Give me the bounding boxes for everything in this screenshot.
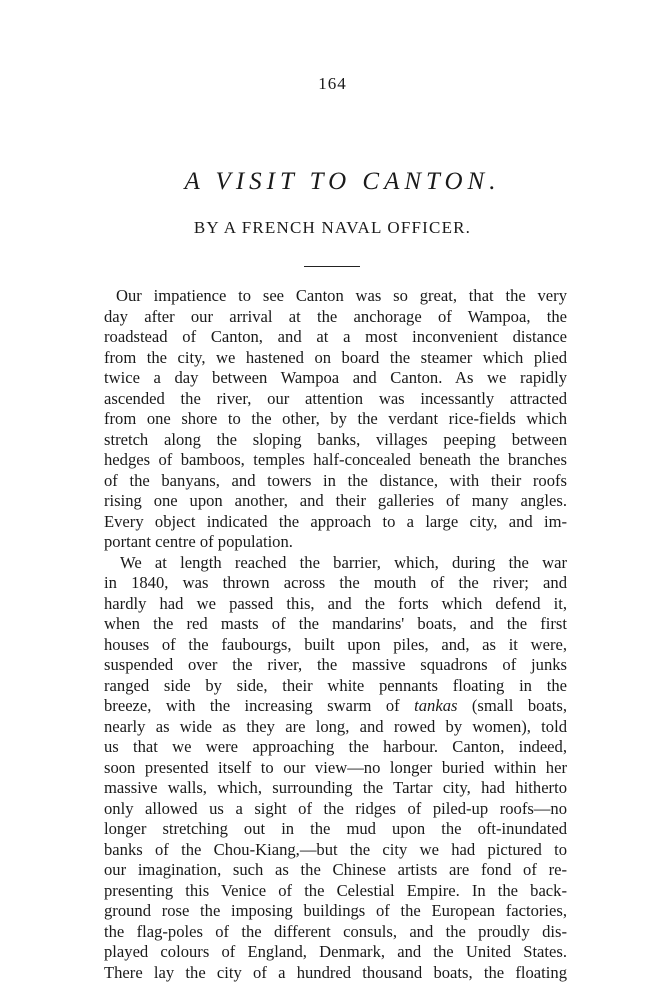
text-line: only allowed us a sight of the ridges of piled-up roofs—no: [104, 798, 567, 818]
text-line: longer stretching out in the mud upon the oft-inundated: [104, 819, 567, 838]
text-line: twice a day between Wampoa and Canton. As we rapidly: [104, 368, 567, 387]
text-line: hardly had we passed this, and the forts which defend it,: [104, 593, 567, 613]
text-line: the flag-poles of the different consuls, and the proudly dis-: [104, 921, 567, 941]
text-line: portant centre of population.: [104, 532, 293, 551]
article-title: A VISIT TO CANTON.: [184, 168, 501, 195]
article-byline: BY A FRENCH NAVAL OFFICER.: [193, 218, 472, 237]
text-line: Our impatience to see Canton was so great, that the very: [116, 286, 567, 305]
text-line: Every object indicated the approach to a large city, and im-: [104, 511, 567, 531]
text-line: rising one upon another, and their galleries of many angles.: [104, 491, 567, 510]
text-line: nearly as wide as they are long, and rowed by women), told: [104, 716, 567, 736]
text-line: roadstead of Canton, and at a most inconvenient distance: [104, 327, 567, 346]
text-line: day after our arrival at the anchorage of Wampoa, the: [104, 306, 567, 326]
text-line: ascended the river, our attention was incessantly attracted: [104, 388, 567, 408]
text-line: hedges of bamboos, temples half-concealed beneath the branches: [104, 450, 567, 469]
text-line: stretch along the sloping banks, villages peeping between: [104, 429, 567, 449]
text-line: us that we were approaching the harbour. Canton, indeed,: [104, 737, 567, 756]
text-line: houses of the faubourgs, built upon piles, and, as it were,: [104, 634, 567, 654]
text-line: breeze, with the increasing swarm of tankas (small boats,: [104, 696, 567, 715]
text-line: of the banyans, and towers in the distance, with their roofs: [104, 470, 567, 490]
text-line: soon presented itself to our view—no longer buried within her: [104, 757, 567, 777]
text-line: from the city, we hastened on board the steamer which plied: [104, 347, 567, 367]
title-divider-rule: [304, 266, 360, 267]
text-line: banks of the Chou-Kiang,—but the city we had pictured to: [104, 839, 567, 859]
text-line: ranged side by side, their white pennants floating in the: [104, 675, 567, 695]
text-line: massive walls, which, surrounding the Tartar city, had hitherto: [104, 778, 567, 797]
text-line: presenting this Venice of the Celestial Empire. In the back-: [104, 880, 567, 900]
text-line: There lay the city of a hundred thousand boats, the floating: [104, 962, 567, 982]
text-line: our imagination, such as the Chinese artists are fond of re-: [104, 860, 567, 879]
page-number: 164: [318, 74, 347, 93]
article-body: [104, 286, 567, 983]
text-line: suspended over the river, the massive squadrons of junks: [104, 655, 567, 674]
text-line: when the red masts of the mandarins' boats, and the first: [104, 614, 567, 633]
text-line: in 1840, was thrown across the mouth of the river; and: [104, 573, 567, 592]
text-line: ground rose the imposing buildings of the European factories,: [104, 901, 567, 920]
text-line: played colours of England, Denmark, and the United States.: [104, 942, 567, 961]
text-line: We at length reached the barrier, which, during the war: [120, 552, 567, 572]
italic-word: tankas: [414, 696, 458, 715]
text-line: from one shore to the other, by the verdant rice-fields which: [104, 409, 567, 428]
